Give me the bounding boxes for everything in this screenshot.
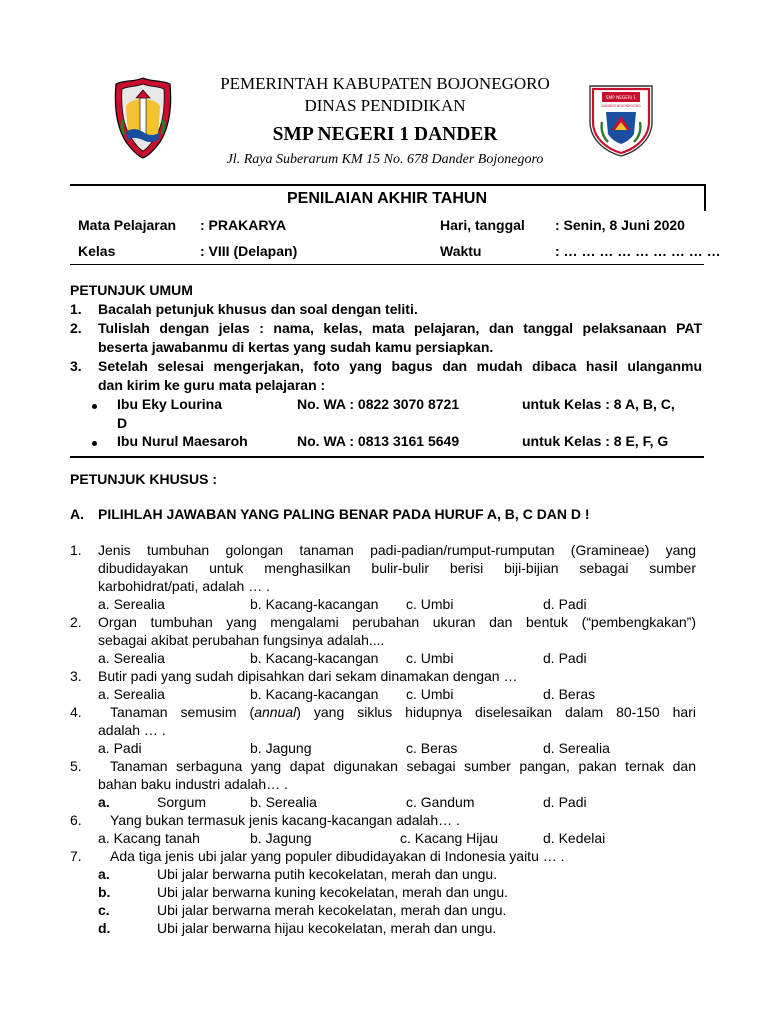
option-d: d. Padi [543, 650, 587, 666]
time-label: Waktu [440, 243, 482, 259]
general-item-number: 1. [70, 301, 82, 317]
option-d: d. Padi [543, 596, 587, 612]
question-5-line1: Tanaman serbaguna yang dapat digunakan sebagai sumber pangan, pakan ternak dan [110, 758, 696, 774]
option-b: b. Jagung [250, 740, 312, 756]
question-4-line1: Tanaman semusim (annual) yang siklus hidupnya diselesaikan dalam 80-150 hari [110, 704, 696, 720]
question-number: 4. [70, 704, 82, 720]
general-item-2-line2: beserta jawabanmu di kertas yang sudah kamu persiapkan. [98, 339, 494, 355]
class-label: Kelas [78, 243, 116, 259]
general-item-number: 2. [70, 320, 82, 336]
option-c: Ubi jalar berwarna merah kecokelatan, merah dan ungu. [157, 902, 507, 918]
general-item-3-line1: Setelah selesai mengerjakan, foto yang bagus dan mudah dibaca hasil ulanganmu [98, 358, 702, 374]
question-6-line1: Yang bukan termasuk jenis kacang-kacangan adalah… . [110, 812, 460, 828]
date-value: : Senin, 8 Juni 2020 [555, 217, 685, 233]
question-2-line2: sebagai akibat perubahan fungsinya adalah.... [98, 632, 385, 648]
question-number: 2. [70, 614, 82, 630]
class-value: : VIII (Delapan) [200, 243, 298, 259]
header-bottom-rule [70, 264, 704, 265]
question-1-line3: karbohidrat/pati, adalah … . [98, 578, 270, 594]
option-b: b. Kacang-kacangan [250, 650, 379, 666]
option-a: a. Serealia [98, 686, 165, 702]
date-label: Hari, tanggal [440, 217, 525, 233]
question-5-line2: bahan baku industri adalah… . [98, 776, 288, 792]
question-1-line1: Jenis tumbuhan golongan tanaman padi-padian/rumput-rumputan (Gramineae) yang [98, 542, 696, 558]
section-instruction: PILIHLAH JAWABAN YANG PALING BENAR PADA HURUF A, B, C DAN D ! [98, 506, 590, 522]
option-a: a. Serealia [98, 650, 165, 666]
option-a-letter: a. [98, 794, 110, 810]
teacher-name: Ibu Nurul Maesaroh [117, 433, 248, 449]
question-number: 1. [70, 542, 82, 558]
option-a: Ubi jalar berwarna putih kecokelatan, merah dan ungu. [157, 866, 498, 882]
question-4-line2: adalah … . [98, 722, 166, 738]
question-number: 6. [70, 812, 82, 828]
teacher-classes: untuk Kelas : 8 A, B, C, [522, 396, 675, 412]
letterhead-department: DINAS PENDIDIKAN [304, 96, 466, 115]
general-item-number: 3. [70, 358, 82, 374]
option-a: Sorgum [157, 794, 207, 810]
option-c: c. Umbi [406, 650, 454, 666]
option-c: c. Umbi [406, 596, 454, 612]
question-number: 5. [70, 758, 82, 774]
teacher-classes-continued: D [117, 415, 128, 431]
option-b: b. Jagung [250, 830, 312, 846]
teacher-classes: untuk Kelas : 8 E, F, G [522, 433, 669, 449]
option-b: b. Kacang-kacangan [250, 596, 379, 612]
option-d: Ubi jalar berwarna hijau kecokelatan, merah dan ungu. [157, 920, 497, 936]
option-b-letter: b. [98, 884, 111, 900]
option-b: Ubi jalar berwarna kuning kecokelatan, merah dan ungu. [157, 884, 508, 900]
general-item-3-line2: dan kirim ke guru mata pelajaran : [98, 377, 326, 393]
question-1-line2: dibudidayakan untuk menghasilkan bulir-bulir berisi biji-bijian sebagai sumber [98, 560, 696, 576]
teacher-whatsapp: No. WA : 0813 3161 5649 [297, 433, 460, 449]
question-number: 3. [70, 668, 82, 684]
question-number: 7. [70, 848, 82, 864]
header-top-rule [70, 184, 706, 186]
general-item-1: Bacalah petunjuk khusus dan soal dengan teliti. [98, 301, 418, 317]
general-item-2-line1: Tulislah dengan jelas : nama, kelas, mata pelajaran, dan tanggal pelaksanaan PAT [98, 320, 702, 336]
section-letter: A. [70, 506, 84, 522]
option-c: c. Umbi [406, 686, 454, 702]
subject-value: : PRAKARYA [200, 217, 287, 233]
section-divider [70, 456, 704, 458]
option-a: a. Padi [98, 740, 142, 756]
letterhead-government: PEMERINTAH KABUPATEN BOJONEGORO [220, 74, 550, 93]
exam-title: PENILAIAN AKHIR TAHUN [287, 190, 487, 207]
bojonegoro-regency-crest-icon [112, 76, 174, 160]
option-d: d. Beras [543, 686, 596, 702]
subject-label: Mata Pelajaran [78, 217, 177, 233]
special-instructions-heading: PETUNJUK KHUSUS : [70, 471, 218, 487]
shield-text-bottom: DANDER BOJONEGORO [601, 104, 641, 108]
bullet-icon [92, 404, 97, 409]
header-right-rule [704, 184, 706, 211]
letterhead-address: Jl. Raya Suberarum KM 15 No. 678 Dander Bojonegoro [226, 152, 544, 167]
shield-text-top: SMP NEGERI 1 [606, 95, 636, 100]
option-c: c. Beras [406, 740, 458, 756]
teacher-name: Ibu Eky Lourina [117, 396, 223, 412]
option-d: d. Kedelai [543, 830, 606, 846]
smp-negeri-1-dander-shield-icon [586, 82, 656, 158]
time-value: : … … … … … … … … … [555, 243, 721, 259]
letterhead-school-name: SMP NEGERI 1 DANDER [272, 124, 498, 145]
option-a: a. Serealia [98, 596, 165, 612]
option-a-letter: a. [98, 866, 110, 882]
option-b: b. Kacang-kacangan [250, 686, 379, 702]
option-a: a. Kacang tanah [98, 830, 200, 846]
bullet-icon [92, 441, 97, 446]
option-d: d. Padi [543, 794, 587, 810]
option-c: c. Kacang Hijau [400, 830, 499, 846]
general-instructions-heading: PETUNJUK UMUM [70, 282, 193, 298]
option-d-letter: d. [98, 920, 111, 936]
option-d: d. Serealia [543, 740, 610, 756]
teacher-whatsapp: No. WA : 0822 3070 8721 [297, 396, 460, 412]
option-c: c. Gandum [406, 794, 475, 810]
option-c-letter: c. [98, 902, 110, 918]
question-7-line1: Ada tiga jenis ubi jalar yang populer dibudidayakan di Indonesia yaitu … . [110, 848, 565, 864]
question-3-line1: Butir padi yang sudah dipisahkan dari sekam dinamakan dengan … [98, 668, 518, 684]
question-2-line1: Organ tumbuhan yang mengalami perubahan ukuran dan bentuk (“pembengkakan”) [98, 614, 696, 630]
option-b: b. Serealia [250, 794, 317, 810]
